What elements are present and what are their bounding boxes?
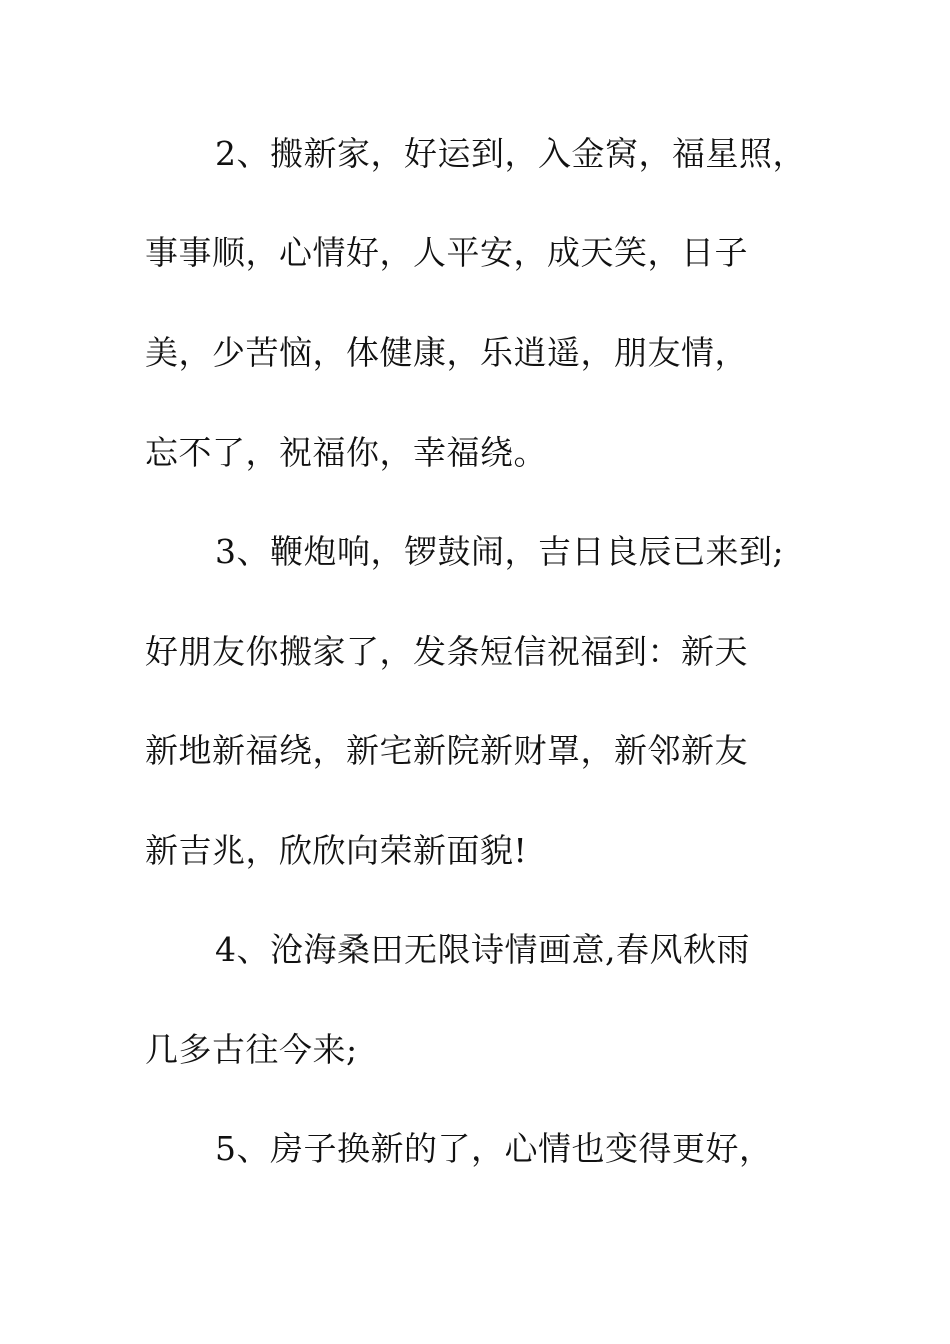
paragraph-2-line-1: 2、搬新家，好运到，入金窝，福星照， xyxy=(215,134,806,173)
paragraph-4-line-1: 4、沧海桑田无限诗情画意,春风秋雨 xyxy=(215,930,750,969)
paragraph-2-line-2: 事事顺，心情好，人平安，成天笑，日子 xyxy=(145,233,748,272)
paragraph-2-line-4: 忘不了，祝福你，幸福绕。 xyxy=(145,433,547,472)
paragraph-3-line-4: 新吉兆，欣欣向荣新面貌! xyxy=(145,831,528,870)
paragraph-4-line-2: 几多古往今来; xyxy=(145,1030,358,1069)
paragraph-5-line-1: 5、房子换新的了，心情也变得更好， xyxy=(215,1129,773,1168)
paragraph-3-line-3: 新地新福绕，新宅新院新财罩，新邻新友 xyxy=(145,731,748,770)
paragraph-2-line-3: 美，少苦恼，体健康，乐逍遥，朋友情， xyxy=(145,333,748,372)
paragraph-3-line-2: 好朋友你搬家了，发条短信祝福到：新天 xyxy=(145,632,748,671)
paragraph-3-line-1: 3、鞭炮响，锣鼓闹，吉日良辰已来到; xyxy=(215,532,785,571)
